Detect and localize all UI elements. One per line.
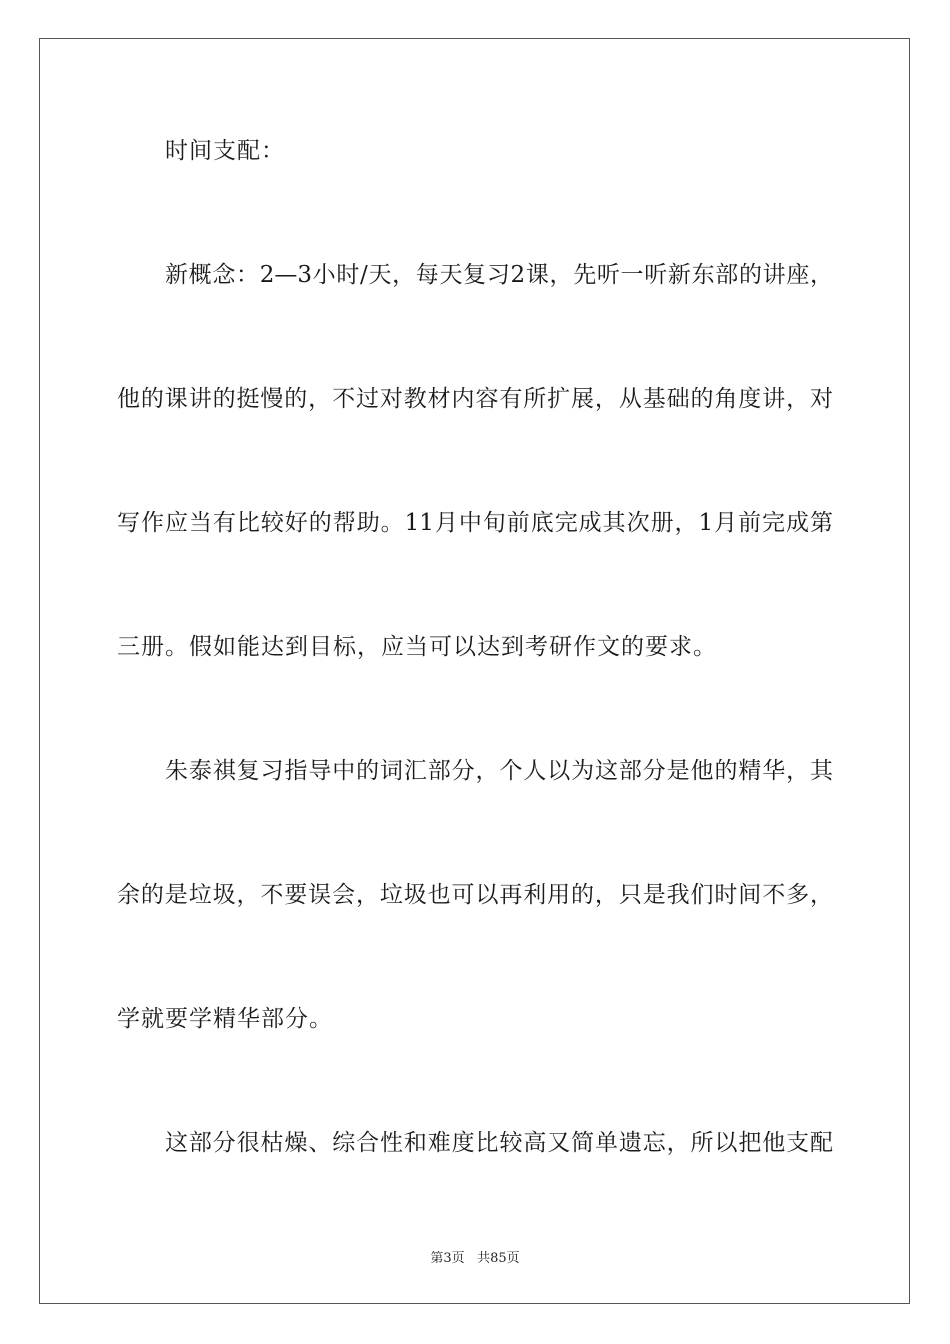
paragraph-line: 三册。假如能达到目标，应当可以达到考研作文的要求。	[117, 634, 717, 660]
heading-line: 时间支配：	[165, 138, 285, 164]
page-total: 共85页	[477, 1251, 520, 1266]
paragraph-line: 这部分很枯燥、综合性和难度比较高又简单遗忘，所以把他支配	[165, 1130, 833, 1156]
paragraph-line: 他的课讲的挺慢的，不过对教材内容有所扩展，从基础的角度讲，对	[117, 386, 833, 412]
page-footer	[0, 1247, 950, 1266]
page-frame	[39, 38, 910, 1304]
paragraph-line: 学就要学精华部分。	[117, 1006, 333, 1032]
paragraph-line: 朱泰祺复习指导中的词汇部分，个人以为这部分是他的精华，其	[165, 758, 833, 784]
page-number: 第3页	[430, 1251, 465, 1266]
paragraph-line: 余的是垃圾，不要误会，垃圾也可以再利用的，只是我们时间不多，	[117, 882, 833, 908]
paragraph-line: 新概念：2—3小时/天，每天复习2课，先听一听新东部的讲座，	[165, 262, 833, 288]
paragraph-line: 写作应当有比较好的帮助。11月中旬前底完成其次册，1月前完成第	[117, 510, 833, 536]
